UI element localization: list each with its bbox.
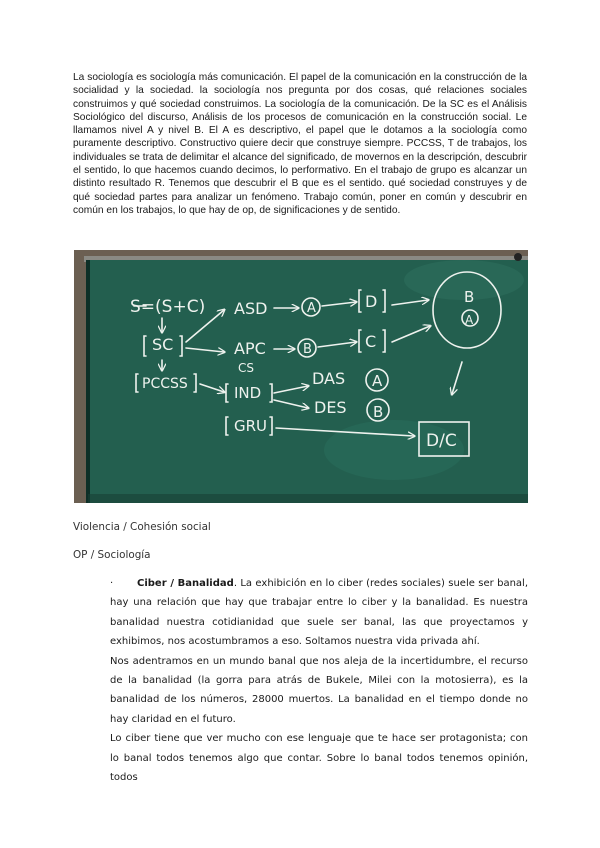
- board-b-circle: B: [464, 288, 475, 306]
- bullet-symbol: ·: [110, 578, 114, 589]
- intro-paragraph: La sociología es sociología más comunicación. El papel de la comunicación en la construcción de la socialidad y la sociedad. la sociología nos pregunta por dos cosas, qué relaciones sociales construimos y qué sociedad construimos. La sociología de la comunicación. De la SC es el Análisis Sociológico del discurso, Análisis de los procesos de comunicación en la construcción social. Le llamamos nivel A y nivel B. El A es descriptivo, el papel que le dotamos a la sociología como puramente descriptivo. Constructivo quiere decir que construye siempre. PCCSS, T de trabajos, los individuales se trata de delimitar el alcance del significado, de movernos en la descripción, descubrir el sentido, lo que hacemos cuando decimos, lo performativo. En el trabajo de grupo es alcanzar un distinto resultado R. Tenemos que descubrir el B que es el sentido. qué sociedad construyes y de qué sociedad partes para analizar un fenómeno. Trabajo común, poner en común y descubrir en común en los trabajos, lo que hay de op, de significaciones y de sentido.: [73, 72, 527, 216]
- board-cs: CS: [238, 361, 254, 375]
- board-ind: IND: [234, 384, 262, 402]
- board-b-2: B: [373, 403, 384, 421]
- board-b-1: B: [303, 342, 312, 357]
- board-formula: S=(S+C): [130, 297, 206, 317]
- bullet-paragraph: [110, 574, 528, 652]
- section-title-violencia: Violencia / Cohesión social: [73, 521, 211, 533]
- board-a-1: A: [307, 301, 316, 316]
- body-text: [110, 574, 528, 787]
- board-dlc: D/C: [426, 431, 457, 451]
- board-a-2: A: [372, 372, 383, 390]
- board-pccss: PCCSS: [142, 376, 188, 392]
- board-c: C: [365, 332, 377, 351]
- section-title-op: OP / Sociología: [73, 549, 151, 561]
- board-apc: APC: [234, 339, 266, 358]
- board-d: D: [365, 292, 378, 311]
- board-das: DAS: [312, 369, 346, 388]
- chalkboard-photo: [74, 250, 528, 503]
- paragraph-banalidad: Nos adentramos en un mundo banal que nos aleja de la incertidumbre, el recurso de la banalidad (la gorra para atrás de Bukele, Milei con la motosierra), es la banalidad de los números, 28000 muertos. La banalidad en el tiempo donde no hay claridad en el futuro.: [110, 655, 528, 725]
- bullet-title: Ciber / Banalidad: [137, 578, 234, 589]
- board-sc: SC: [152, 335, 174, 354]
- board-gru: GRU: [234, 417, 268, 435]
- paragraph-ciber: Lo ciber tiene que ver mucho con ese lenguaje que te hace ser protagonista; con lo banal todos tenemos algo que contar. Sobre lo banal todos tenemos opinión, todos: [110, 733, 528, 784]
- bullet-text: . La exhibición en lo ciber (redes sociales) suele ser banal, hay una relación que hay que trabajar entre lo ciber y la banalidad. Es nuestra banalidad nuestra cotidianidad que suele ser banal, las que proyectamos y exhibimos, nos acostumbramos a eso. Soltamos nuestra vida privada ahí.: [110, 578, 528, 648]
- board-a-circle: A: [465, 313, 474, 327]
- board-asd: ASD: [234, 299, 268, 318]
- board-des: DES: [314, 398, 347, 417]
